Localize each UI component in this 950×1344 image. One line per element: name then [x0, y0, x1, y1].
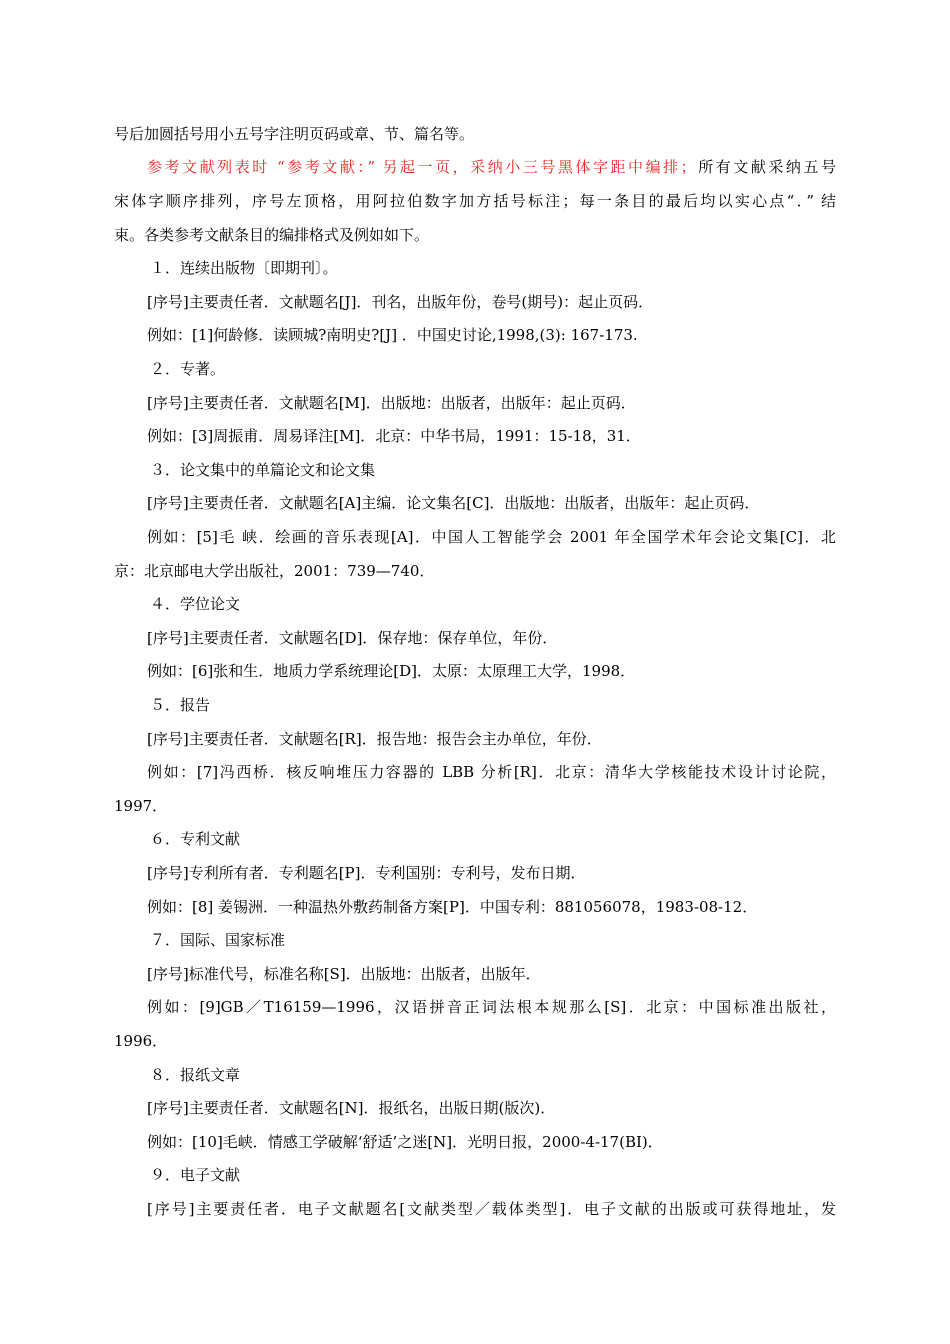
format-template: [序号]主要责任者．文献题名[J]．刊名，出版年份，卷号(期号)：起止页码．: [147, 293, 654, 311]
example-entry-continuation: 京：北京邮电大学出版社，2001：739—740．: [114, 562, 435, 580]
section-heading-periodicals: １．连续出版物〔即期刊〕。: [150, 259, 338, 277]
section-heading-newspapers: ８．报纸文章: [150, 1066, 241, 1084]
format-template: [序号]主要责任者．文献题名[R]．报告地：报告会主办单位，年份．: [147, 730, 602, 748]
format-template: [序号]主要责任者．文献题名[D]．保存地：保存单位，年份．: [147, 629, 558, 647]
format-template: [序号]标准代号，标准名称[S]．出版地：出版者，出版年．: [147, 965, 541, 983]
section-heading-patents: ６．专利文献: [150, 830, 241, 848]
example-entry: 例如：[10]毛峡．情感工学破解‘舒适’之迷[N]．光明日报，2000-4-17(BI)．: [147, 1133, 663, 1151]
example-entry-continuation: 1997．: [114, 797, 168, 815]
example-entry: 例如：[6]张和生．地质力学系统理论[D]．太原：太原理工大学，1998．: [147, 662, 636, 680]
format-template: [序号]专利所有者．专利题名[P]．专利国别：专利号，发布日期．: [147, 864, 586, 882]
example-entry-continuation: 1996．: [114, 1032, 168, 1050]
format-template: [序号]主要责任者．文献题名[A]主编．论文集名[C]．出版地：出版者，出版年：起止页码．: [147, 494, 760, 512]
section-heading-monographs: ２．专著。: [150, 360, 226, 378]
paragraph-text: 所有文献采纳五号: [695, 158, 836, 176]
example-entry: 例如：[5]毛 峡．绘画的音乐表现[A]．中国人工智能学会 2001 年全国学术年会论文集[C]．北: [147, 528, 836, 546]
format-template: [序号]主要责任者．文献题名[N]．报纸名，出版日期(版次)．: [147, 1099, 556, 1117]
section-heading-proceedings: ３．论文集中的单篇论文和论文集: [150, 461, 376, 479]
format-template: [序号]主要责任者．电子文献题名[文献类型／载体类型]．电子文献的出版或可获得地址，发: [147, 1200, 836, 1218]
paragraph-continuation: 号后加圆括号用小五号字注明页码或章、节、篇名等。: [114, 125, 475, 143]
format-template: [序号]主要责任者．文献题名[M]．出版地：出版者，出版年：起止页码．: [147, 394, 636, 412]
red-highlighted-text: 参考文献列表时 “参考文献：” 另起一页，采纳小三号黑体字距中编排；: [147, 158, 696, 176]
example-entry: 例如：[3]周振甫．周易译注[M]．北京：中华书局，1991：15-18，31．: [147, 427, 641, 445]
section-heading-theses: ４．学位论文: [150, 595, 241, 613]
example-entry: 例如：[7]冯西桥．核反响堆压力容器的 LBB 分析[R]．北京：清华大学核能技术设计讨论院，: [147, 763, 836, 781]
paragraph-bibliography-format: [147, 157, 836, 177]
example-entry: 例如：[9]GB／T16159—1996，汉语拼音正词法根本规那么[S]．北京：中国标准出版社，: [147, 998, 836, 1016]
paragraph-line: 束。各类参考文献条目的编排格式及例如如下。: [114, 226, 430, 244]
example-entry: 例如：[1]何龄修．读顾城?南明史?[J] ．中国史讨论,1998,(3): 167-173.: [147, 326, 638, 344]
section-heading-reports: ５．报告: [150, 696, 211, 714]
section-heading-electronic: ９．电子文献: [150, 1166, 241, 1184]
paragraph-line: 宋体字顺序排列，序号左顶格，用阿拉伯数字加方括号标注；每一条目的最后均以实心点“．” 结: [114, 192, 836, 210]
section-heading-standards: ７．国际、国家标准: [150, 931, 286, 949]
example-entry: 例如：[8] 姜锡洲．一种温热外敷药制备方案[P]．中国专利：881056078，1983-08-12．: [147, 898, 758, 916]
